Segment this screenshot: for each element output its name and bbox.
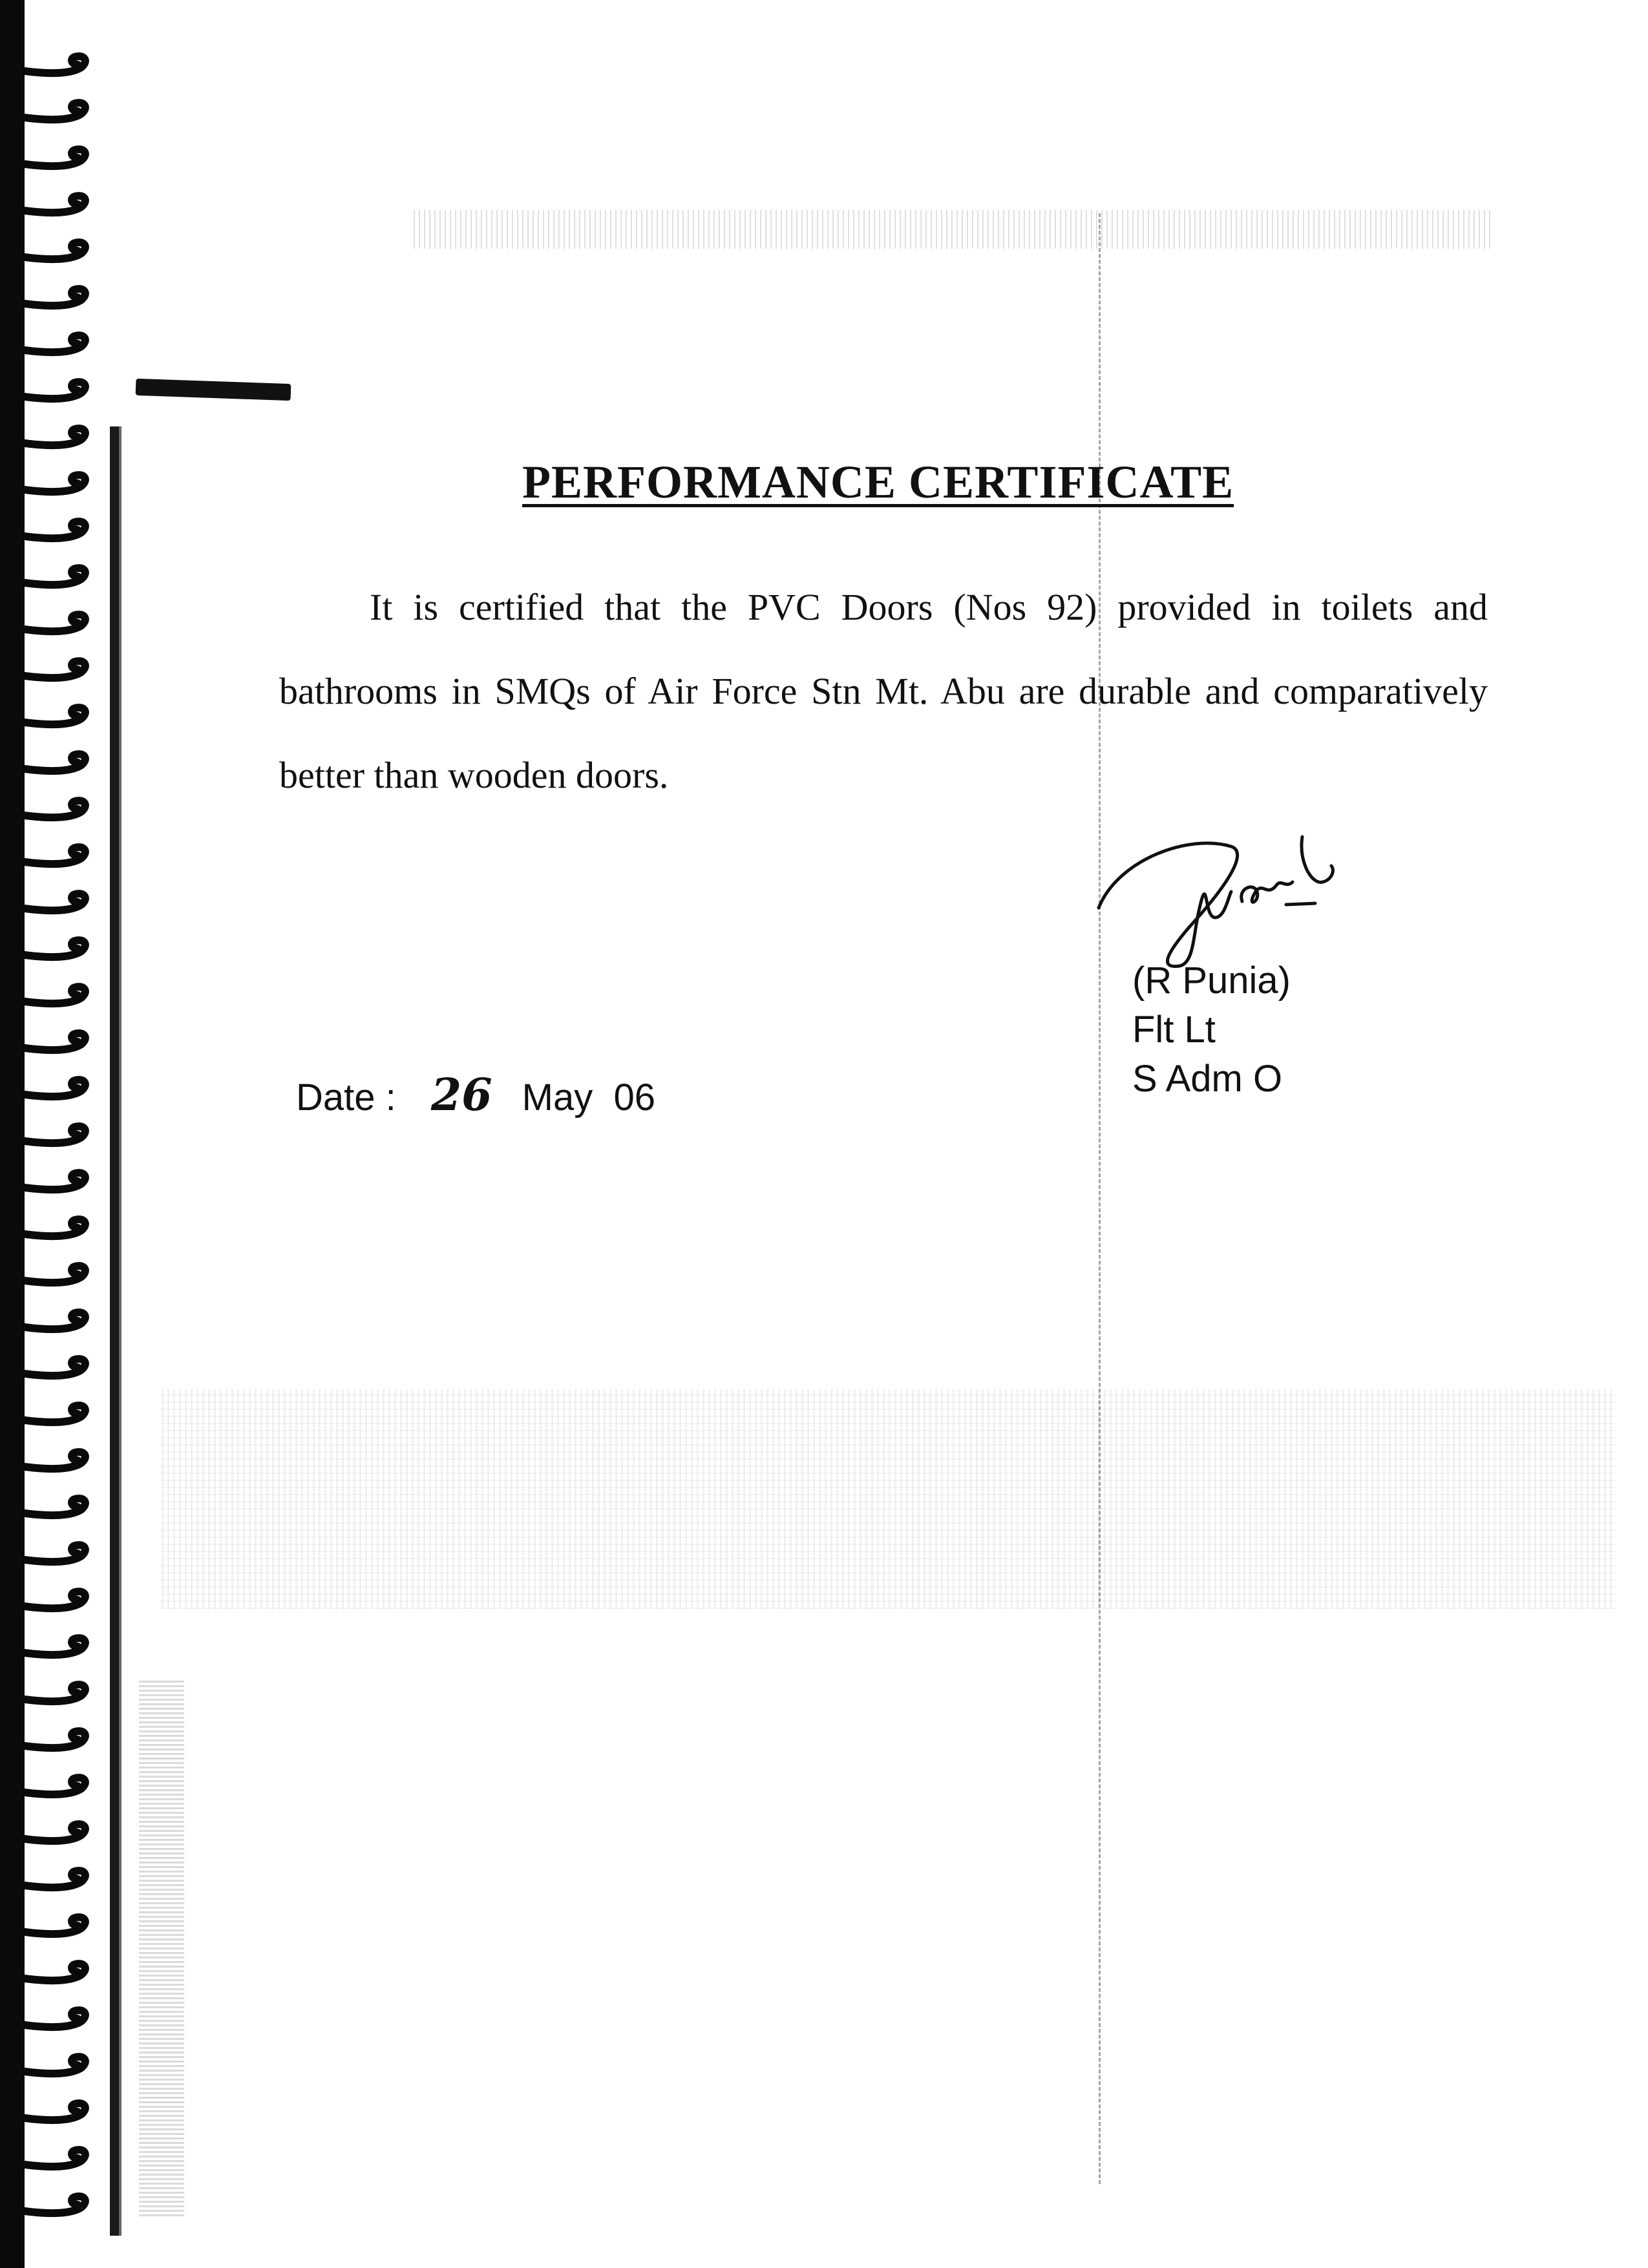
binding-ring bbox=[25, 1075, 89, 1105]
signature-icon bbox=[1092, 821, 1338, 976]
binding-edge bbox=[110, 426, 119, 2236]
binding-ring bbox=[25, 610, 89, 640]
date-day-handwritten: 26 bbox=[430, 1069, 492, 1121]
binding-ring bbox=[25, 1959, 89, 1989]
binding-ring bbox=[25, 843, 89, 872]
binding-ring bbox=[25, 424, 89, 454]
binding-ring bbox=[25, 750, 89, 779]
binding-ring bbox=[25, 1029, 89, 1058]
ink-mark bbox=[136, 379, 291, 401]
signatory-appointment: S Adm O bbox=[1132, 1058, 1283, 1100]
binding-ring bbox=[25, 284, 89, 314]
binding-ring bbox=[25, 1354, 89, 1384]
binding-ring bbox=[25, 796, 89, 826]
scan-noise-top bbox=[414, 210, 1493, 249]
binding-ring bbox=[25, 656, 89, 686]
binding-ring bbox=[25, 1122, 89, 1151]
binding-ring bbox=[25, 1540, 89, 1570]
signatory-name: (R Punia) bbox=[1132, 960, 1291, 1002]
binding-ring bbox=[25, 1680, 89, 1710]
binding-edge-shadow bbox=[119, 426, 121, 2236]
binding-ring bbox=[25, 1633, 89, 1663]
binding-ring bbox=[25, 1727, 89, 1756]
binding-ring bbox=[25, 517, 89, 547]
spiral-binding bbox=[0, 0, 110, 2268]
binding-ring bbox=[25, 1261, 89, 1291]
certificate-body: It is certified that the PVC Doors (Nos 92) provided in toilets and bathrooms in SMQs of Air Force Stn Mt. Abu are durable and comparatively better than wooden doors. bbox=[279, 586, 1488, 796]
date-month-year: May 06 bbox=[522, 1076, 655, 1118]
date-label: Date : bbox=[296, 1076, 396, 1118]
binding-ring bbox=[25, 2192, 89, 2221]
binding-ring bbox=[25, 1308, 89, 1338]
binding-ring bbox=[25, 2145, 89, 2175]
binding-ring bbox=[25, 1494, 89, 1524]
binding-ring bbox=[25, 1820, 89, 1849]
binding-spine bbox=[0, 0, 25, 2268]
binding-ring bbox=[25, 331, 89, 361]
binding-ring bbox=[25, 936, 89, 965]
binding-ring bbox=[25, 1215, 89, 1244]
signatory-block bbox=[1132, 956, 1291, 1104]
binding-ring bbox=[25, 982, 89, 1012]
binding-ring bbox=[25, 1913, 89, 1942]
binding-ring bbox=[25, 377, 89, 407]
binding-ring bbox=[25, 145, 89, 174]
binding-ring bbox=[25, 238, 89, 268]
scan-noise-strip bbox=[139, 1680, 184, 2216]
binding-ring bbox=[25, 703, 89, 733]
binding-ring bbox=[25, 1866, 89, 1896]
binding-ring bbox=[25, 563, 89, 593]
binding-ring bbox=[25, 1587, 89, 1617]
binding-ring bbox=[25, 98, 89, 128]
binding-ring bbox=[25, 2006, 89, 2035]
date-row bbox=[296, 1069, 655, 1121]
binding-ring bbox=[25, 2099, 89, 2128]
scan-noise-band bbox=[162, 1389, 1616, 1609]
signatory-rank: Flt Lt bbox=[1132, 1009, 1216, 1051]
binding-ring bbox=[25, 52, 89, 81]
binding-ring bbox=[25, 191, 89, 221]
binding-ring bbox=[25, 1401, 89, 1431]
certificate-title: PERFORMANCE CERTIFICATE bbox=[522, 456, 1234, 508]
binding-ring bbox=[25, 889, 89, 919]
binding-ring bbox=[25, 1773, 89, 1803]
binding-ring bbox=[25, 1168, 89, 1198]
binding-ring bbox=[25, 1447, 89, 1477]
binding-ring bbox=[25, 470, 89, 500]
binding-ring bbox=[25, 2052, 89, 2082]
